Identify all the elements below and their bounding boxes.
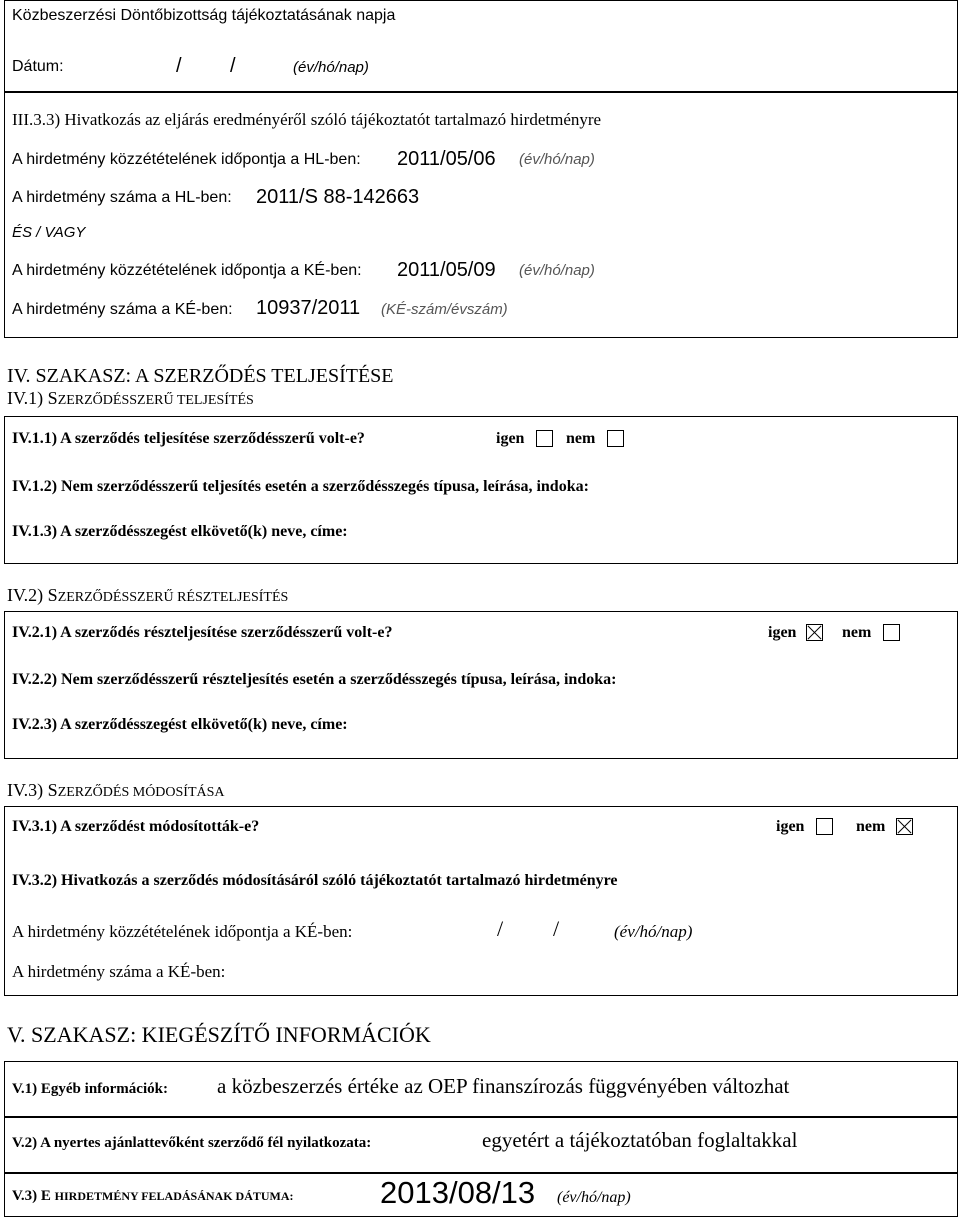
ke-date-value: 2011/05/09 xyxy=(397,259,496,281)
iv1-1-yes-checkbox[interactable] xyxy=(536,430,553,447)
date-format-hint: (év/hó/nap) xyxy=(293,59,369,76)
iv3-cap: S xyxy=(47,780,58,800)
iv1-2-question: IV.1.2) Nem szerződésszerű teljesítés esetén a szerződésszegés típusa, leírása, indoka: xyxy=(12,478,589,495)
iv1-heading xyxy=(7,389,254,408)
and-or-label: ÉS / VAGY xyxy=(12,224,86,241)
iv3-1-no-checkbox[interactable] xyxy=(896,818,913,835)
iv2-heading xyxy=(7,586,288,605)
date-label: Dátum: xyxy=(12,58,64,75)
iv1-1-question: IV.1.1) A szerződés teljesítése szerződésszerű volt-e? xyxy=(12,430,365,447)
iv2-3-question: IV.2.3) A szerződésszegést elkövető(k) neve, címe: xyxy=(12,716,348,733)
iv1-1-no-checkbox[interactable] xyxy=(607,430,624,447)
v3-smallcaps: HIRDETMÉNY FELADÁSÁNAK DÁTUMA: xyxy=(54,1189,294,1203)
iv1-cap: S xyxy=(47,388,58,408)
iv3-prefix: IV.3) xyxy=(7,780,48,800)
ke-number-format: (KÉ-szám/évszám) xyxy=(381,301,508,318)
section-v-heading: V. SZAKASZ: KIEGÉSZÍTŐ INFORMÁCIÓK xyxy=(7,1022,431,1047)
v2-label: V.2) A nyertes ajánlattevőként szerződő fél nyilatkozata: xyxy=(12,1135,372,1151)
ke-number-label: A hirdetmény száma a KÉ-ben: xyxy=(12,301,233,318)
hl-date-label: A hirdetmény közzétételének időpontja a HL-ben: xyxy=(12,151,361,168)
section-iv-heading: IV. SZAKASZ: A SZERZŐDÉS TELJESÍTÉSE xyxy=(7,365,394,387)
iv3-ke-number-label: A hirdetmény száma a KÉ-ben: xyxy=(12,962,226,981)
hl-number-value: 2011/S 88-142663 xyxy=(256,186,420,208)
iv2-1-yes-label: igen xyxy=(768,624,797,641)
iv3-date-separator: / xyxy=(553,916,560,941)
iv1-3-question: IV.1.3) A szerződésszegést elkövető(k) neve, címe: xyxy=(12,523,348,540)
ke-number-value: 10937/2011 xyxy=(256,297,361,319)
iv1-smallcaps: ZERZŐDÉSSZERŰ TELJESÍTÉS xyxy=(57,393,254,408)
v3-prefix: V.3) E xyxy=(12,1188,55,1204)
iv2-prefix: IV.2) xyxy=(7,585,48,605)
hl-number-label: A hirdetmény száma a HL-ben: xyxy=(12,189,232,206)
v3-date-format: (év/hó/nap) xyxy=(557,1189,631,1206)
v1-label: V.1) Egyéb információk: xyxy=(12,1081,168,1097)
iv3-heading xyxy=(7,781,225,800)
iv3-1-yes-label: igen xyxy=(776,818,805,835)
checkbox-cross-icon xyxy=(807,625,822,640)
iv2-1-no-checkbox[interactable] xyxy=(883,624,900,641)
iv2-1-yes-checkbox[interactable] xyxy=(806,624,823,641)
v3-label xyxy=(12,1188,294,1204)
section-heading-iii-3-3: III.3.3) Hivatkozás az eljárás eredményéről szóló tájékoztatót tartalmazó hirdetményre xyxy=(12,110,602,129)
iv3-1-question: IV.3.1) A szerződést módosították-e? xyxy=(12,818,260,835)
iv2-cap: S xyxy=(47,585,58,605)
hl-date-format: (év/hó/nap) xyxy=(519,151,595,168)
iv3-1-yes-checkbox[interactable] xyxy=(816,818,833,835)
iv2-2-question: IV.2.2) Nem szerződésszerű részteljesítés esetén a szerződésszegés típusa, leírása, indoka: xyxy=(12,671,617,688)
v1-value: a közbeszerzés értéke az OEP finanszírozás függvényében változhat xyxy=(217,1074,790,1098)
iv2-1-question: IV.2.1) A szerződés részteljesítése szerződésszerű volt-e? xyxy=(12,624,393,641)
arbitration-title: Közbeszerzési Döntőbizottság tájékoztatásának napja xyxy=(12,7,396,24)
iv3-ke-date-label: A hirdetmény közzétételének időpontja a KÉ-ben: xyxy=(12,922,353,941)
v3-date-value: 2013/08/13 xyxy=(380,1175,536,1210)
hl-date-value: 2011/05/06 xyxy=(397,148,496,170)
iv3-2-question: IV.3.2) Hivatkozás a szerződés módosításáról szóló tájékoztatót tartalmazó hirdetményre xyxy=(12,872,618,889)
v2-value: egyetért a tájékoztatóban foglaltakkal xyxy=(482,1128,798,1152)
iv3-smallcaps: ZERZŐDÉS MÓDOSÍTÁSA xyxy=(57,785,225,800)
date-separator: / xyxy=(230,55,236,77)
iv2-smallcaps: ZERZŐDÉSSZERŰ RÉSZTELJESÍTÉS xyxy=(57,590,289,605)
iv3-date-separator: / xyxy=(497,916,504,941)
iv1-1-no-label: nem xyxy=(566,430,596,447)
iv3-1-no-label: nem xyxy=(856,818,886,835)
iv2-1-no-label: nem xyxy=(842,624,872,641)
iv1-1-yes-label: igen xyxy=(496,430,525,447)
ke-date-format: (év/hó/nap) xyxy=(519,262,595,279)
checkbox-cross-icon xyxy=(897,819,912,834)
ke-date-label: A hirdetmény közzétételének időpontja a KÉ-ben: xyxy=(12,262,362,279)
iv1-prefix: IV.1) xyxy=(7,388,48,408)
iv3-date-format: (év/hó/nap) xyxy=(614,922,693,941)
date-separator: / xyxy=(176,55,182,77)
